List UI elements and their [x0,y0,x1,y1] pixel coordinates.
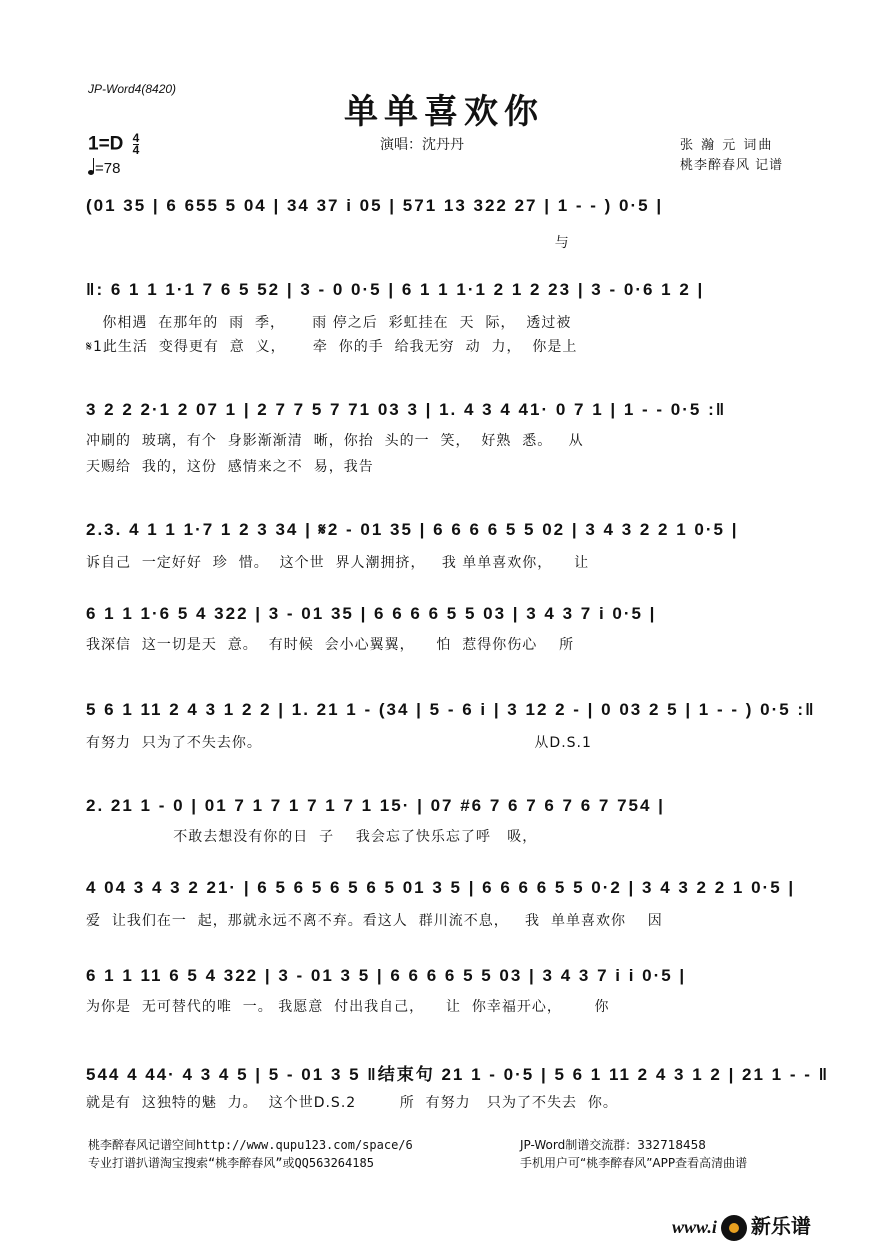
time-sig-bottom: 4 [132,143,140,157]
brand-watermark [672,1210,811,1241]
notation-line: 544 4 44· 4 3 4 5 | 5 - 01 3 5 ‖结束句 21 1 - 0·5 | 5 6 1 11 2 4 3 1 2 | 21 1 - - ‖ [86,1065,830,1084]
time-signature [133,133,140,156]
brand-url: www.i [672,1217,717,1237]
lyric-line: 诉自己 一定好好 珍 惜。 这个世 界人潮拥挤， 我 单单喜欢你， 让 [86,555,590,571]
notation-line: 5 6 1 11 2 4 3 1 2 2 | 1. 21 1 - (34 | 5 - 6 i | 3 12 2 - | 0 03 2 5 | 1 - - ) 0·5 :‖ [86,700,816,719]
lyric-line: 冲刷的 玻璃，有个 身影渐渐清 晰，你抬 头的一 笑， 好熟 悉。 从 [86,433,584,449]
footer-app-note: 手机用户可“桃李醉春风”APP查看高清曲谱 [520,1156,748,1170]
lyric-line: 有努力 只为了不失去你。 从D.S.1 [86,735,592,751]
brand-name: 新乐谱 [750,1214,811,1238]
notation-line: 4 04 3 4 3 2 21· | 6 5 6 5 6 5 6 5 01 3 5 | 6 6 6 6 5 5 0·2 | 3 4 3 2 2 1 0·5 | [86,878,796,897]
footer-group: JP-Word制谱交流群：332718458 [520,1138,706,1152]
notation-line: 3 2 2 2·1 2 07 1 | 2 7 7 5 7 71 03 3 | 1. 4 3 4 41· 0 7 1 | 1 - - 0·5 :‖ [86,400,727,419]
lyric-line: 天赐给 我的，这份 感情来之不 易，我告 [86,459,374,475]
lyric-line: 就是有 这独特的魅 力。 这个世D.S.2 所 有努力 只为了不失去 你。 [86,1095,618,1111]
lyric-line: 爱 让我们在一 起，那就永远不离不弃。看这人 群川流不息， 我 单单喜欢你 因 [86,913,663,929]
lyric-line: 你相遇 在那年的 雨 季， 雨 停之后 彩虹挂在 天 际， 透过被 [86,315,572,331]
quarter-note-icon [88,170,94,175]
key-signature [88,133,139,156]
footer-contact: 专业打谱扒谱淘宝搜索“桃李醉春风”或QQ563264185 [88,1156,374,1170]
lyric-line: 与 [86,235,570,251]
lyric-line: 不敢去想没有你的日 子 我会忘了快乐忘了呼 吸， [86,829,538,845]
footer-space-link: 桃李醉春风记谱空间http://www.qupu123.com/space/6 [88,1138,413,1152]
software-label: JP-Word4(8420) [88,82,177,96]
tempo-value: =78 [95,160,121,177]
notation-line: 6 1 1 11 6 5 4 322 | 3 - 01 3 5 | 6 6 6 6 5 5 03 | 3 4 3 7 i i 0·5 | [86,966,687,985]
lyric-line: 为你是 无可替代的唯 一。 我愿意 付出我自己， 让 你幸福开心， 你 [86,999,610,1015]
lyric-line: 𝄋1此生活 变得更有 意 义， 牵 你的手 给我无穷 动 力， 你是上 [86,339,578,355]
lyricist-composer-credit: 张 瀚 元 词曲 [680,138,774,153]
lyric-line: 我深信 这一切是天 意。 有时候 会小心翼翼， 怕 惹得你伤心 所 [86,637,575,653]
page-title: 单单喜欢你 [344,92,544,132]
notation-line: 2.3. 4 1 1 1·7 1 2 3 34 | 𝄋2 - 01 35 | 6 6 6 6 5 5 02 | 3 4 3 2 2 1 0·5 | [86,520,739,539]
tempo-marking [88,160,120,177]
record-disc-icon [721,1215,747,1241]
notation-line: ‖: 6 1 1 1·1 7 6 5 52 | 3 - 0 0·5 | 6 1 1 1·1 2 1 2 23 | 3 - 0·6 1 2 | [86,280,705,299]
notation-line: (01 35 | 6 655 5 04 | 34 37 i 05 | 571 13 322 27 | 1 - - ) 0·5 | [86,196,664,215]
notation-line: 2. 21 1 - 0 | 01 7 1 7 1 7 1 7 1 15· | 07 #6 7 6 7 6 7 6 7 754 | [86,796,665,815]
key-label: 1=D [88,133,124,155]
singer-credit: 演唱：沈丹丹 [380,137,464,153]
notation-line: 6 1 1 1·6 5 4 322 | 3 - 01 35 | 6 6 6 6 5 5 03 | 3 4 3 7 i 0·5 | [86,604,657,623]
time-sig-top: 4 [132,131,140,145]
transcriber-credit: 桃李醉春风 记谱 [680,158,784,173]
